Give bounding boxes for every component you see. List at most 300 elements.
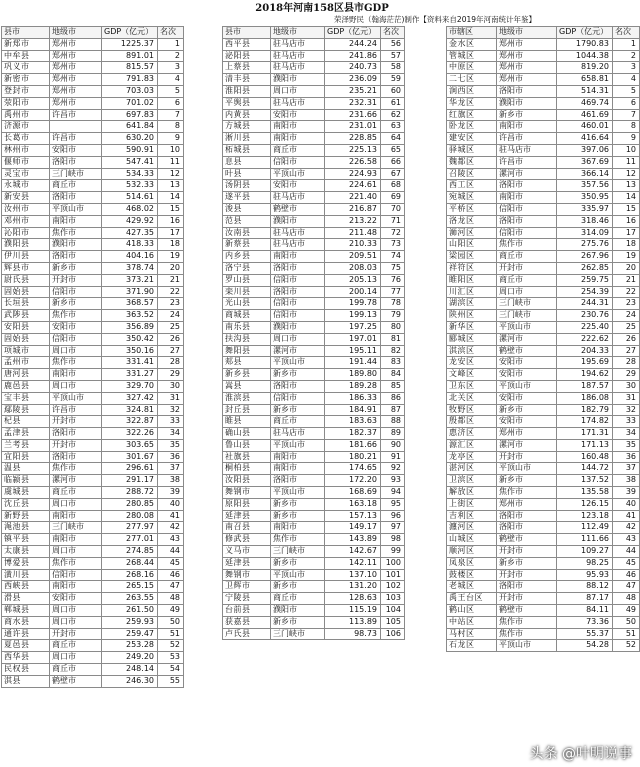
column-header: 名次 <box>613 27 640 39</box>
name-cell: 禹州市 <box>2 109 50 121</box>
column-header: GDP（亿元） <box>102 27 158 39</box>
gdp-cell: 254.39 <box>557 286 613 298</box>
city-cell: 南阳市 <box>50 581 102 593</box>
name-cell: 固始县 <box>2 286 50 298</box>
rank-cell: 52 <box>613 640 640 652</box>
gdp-cell: 397.06 <box>557 144 613 156</box>
city-cell: 信阳市 <box>271 392 325 404</box>
gdp-cell: 1790.83 <box>557 38 613 50</box>
rank-cell: 15 <box>158 203 184 215</box>
watermark-text: 头条 @叶明说事 <box>529 746 632 762</box>
city-cell: 安阳市 <box>497 357 557 369</box>
city-cell: 洛阳市 <box>50 192 102 204</box>
gdp-cell: 135.58 <box>557 487 613 499</box>
name-cell: 邓州市 <box>2 215 50 227</box>
city-cell: 漯河市 <box>497 439 557 451</box>
rank-cell: 95 <box>381 498 405 510</box>
rank-cell: 11 <box>158 156 184 168</box>
rank-cell: 4 <box>613 74 640 86</box>
name-cell: 孟津县 <box>2 428 50 440</box>
table-row <box>2 557 184 569</box>
rank-cell: 2 <box>613 50 640 62</box>
name-cell: 梁园区 <box>447 251 497 263</box>
name-cell: 山阳区 <box>447 239 497 251</box>
rank-cell: 6 <box>613 97 640 109</box>
name-cell: 西华县 <box>2 652 50 664</box>
city-cell: 漯河市 <box>497 333 557 345</box>
city-cell: 郑州市 <box>497 50 557 62</box>
rank-cell: 89 <box>381 428 405 440</box>
rank-cell: 46 <box>613 569 640 581</box>
rank-cell: 93 <box>381 475 405 487</box>
rank-cell: 48 <box>158 593 184 605</box>
table-row <box>447 451 640 463</box>
column-header: 县市 <box>223 27 271 39</box>
table-row <box>2 239 184 251</box>
gdp-cell: 416.64 <box>557 133 613 145</box>
table-row <box>447 133 640 145</box>
table-row <box>2 310 184 322</box>
gdp-cell: 160.48 <box>557 451 613 463</box>
gdp-cell: 331.27 <box>102 369 158 381</box>
name-cell: 获嘉县 <box>223 616 271 628</box>
table-row <box>223 439 405 451</box>
gdp-cell: 1044.38 <box>557 50 613 62</box>
city-cell: 南阳市 <box>271 463 325 475</box>
city-cell: 安阳市 <box>497 369 557 381</box>
name-cell: 新密市 <box>2 74 50 86</box>
name-cell: 殷都区 <box>447 416 497 428</box>
name-cell: 商水县 <box>2 616 50 628</box>
gdp-cell: 303.65 <box>102 439 158 451</box>
gdp-cell: 210.33 <box>325 239 381 251</box>
city-cell: 郑州市 <box>497 428 557 440</box>
rank-cell: 19 <box>613 251 640 263</box>
gdp-cell: 248.14 <box>102 664 158 676</box>
rank-cell: 42 <box>158 522 184 534</box>
rank-cell: 9 <box>158 133 184 145</box>
rank-cell: 87 <box>381 404 405 416</box>
table-row <box>447 428 640 440</box>
table-row <box>2 156 184 168</box>
name-cell: 解放区 <box>447 487 497 499</box>
name-cell: 泌阳县 <box>223 50 271 62</box>
name-cell: 陕州区 <box>447 310 497 322</box>
gdp-cell: 143.89 <box>325 534 381 546</box>
gdp-cell: 111.66 <box>557 534 613 546</box>
rank-cell: 7 <box>613 109 640 121</box>
table-row <box>223 310 405 322</box>
city-cell: 南阳市 <box>271 251 325 263</box>
rank-cell: 34 <box>613 428 640 440</box>
rank-cell: 40 <box>613 498 640 510</box>
gdp-cell: 371.90 <box>102 286 158 298</box>
city-cell: 平顶山市 <box>271 168 325 180</box>
gdp-cell: 137.52 <box>557 475 613 487</box>
table-row <box>223 345 405 357</box>
gdp-cell: 469.74 <box>557 97 613 109</box>
name-cell: 汝南县 <box>223 227 271 239</box>
rank-cell: 41 <box>613 510 640 522</box>
city-cell: 郑州市 <box>50 74 102 86</box>
gdp-cell: 277.01 <box>102 534 158 546</box>
city-cell: 平顶山市 <box>271 357 325 369</box>
rank-cell: 39 <box>158 487 184 499</box>
city-cell: 三门峡市 <box>497 310 557 322</box>
table-row <box>2 640 184 652</box>
city-cell: 新乡市 <box>50 298 102 310</box>
rank-cell: 77 <box>381 286 405 298</box>
table-row <box>2 605 184 617</box>
city-cell: 郑州市 <box>50 97 102 109</box>
rank-cell: 98 <box>381 534 405 546</box>
table-row <box>2 227 184 239</box>
gdp-cell: 701.02 <box>102 97 158 109</box>
city-cell: 洛阳市 <box>271 262 325 274</box>
gdp-cell: 54.28 <box>557 640 613 652</box>
gdp-cell: 630.20 <box>102 133 158 145</box>
table-row <box>223 522 405 534</box>
table-row <box>2 510 184 522</box>
name-cell: 淮阳县 <box>223 85 271 97</box>
table-row <box>447 345 640 357</box>
city-cell: 周口市 <box>50 605 102 617</box>
rank-cell: 52 <box>158 640 184 652</box>
table-row <box>223 569 405 581</box>
city-cell: 开封市 <box>50 416 102 428</box>
city-cell: 焦作市 <box>497 628 557 640</box>
city-cell: 周口市 <box>50 546 102 558</box>
rank-cell: 22 <box>158 286 184 298</box>
table-row <box>223 321 405 333</box>
rank-cell: 37 <box>613 463 640 475</box>
rank-cell: 86 <box>381 392 405 404</box>
city-cell: 平顶山市 <box>497 321 557 333</box>
rank-cell: 17 <box>158 227 184 239</box>
city-cell: 周口市 <box>50 498 102 510</box>
column-header: 地级市 <box>497 27 557 39</box>
city-cell: 驻马店市 <box>271 227 325 239</box>
city-cell: 信阳市 <box>271 274 325 286</box>
city-cell: 开封市 <box>497 569 557 581</box>
city-cell: 南阳市 <box>50 215 102 227</box>
table-row <box>447 109 640 121</box>
rank-cell: 63 <box>381 121 405 133</box>
city-cell: 开封市 <box>497 593 557 605</box>
gdp-cell: 265.15 <box>102 581 158 593</box>
name-cell: 安阳县 <box>2 321 50 333</box>
rank-cell: 65 <box>381 144 405 156</box>
rank-cell: 30 <box>158 380 184 392</box>
table-row <box>2 451 184 463</box>
table-row <box>2 333 184 345</box>
name-cell: 川汇区 <box>447 286 497 298</box>
table-row <box>223 286 405 298</box>
table-row <box>2 180 184 192</box>
table-row <box>447 97 640 109</box>
gdp-cell: 191.44 <box>325 357 381 369</box>
table-row <box>447 522 640 534</box>
rank-cell: 13 <box>613 180 640 192</box>
city-cell: 开封市 <box>50 439 102 451</box>
gdp-cell: 429.92 <box>102 215 158 227</box>
name-cell: 淮滨县 <box>223 392 271 404</box>
rank-cell: 40 <box>158 498 184 510</box>
city-cell: 漯河市 <box>497 168 557 180</box>
table-row <box>223 404 405 416</box>
gdp-cell: 275.76 <box>557 239 613 251</box>
name-cell: 尉氏县 <box>2 274 50 286</box>
city-cell: 新乡市 <box>497 109 557 121</box>
name-cell: 太康县 <box>2 546 50 558</box>
table-row <box>223 74 405 86</box>
gdp-cell: 88.12 <box>557 581 613 593</box>
gdp-cell: 200.14 <box>325 286 381 298</box>
gdp-cell: 246.30 <box>102 675 158 687</box>
city-cell: 南阳市 <box>497 192 557 204</box>
city-cell: 濮阳市 <box>271 605 325 617</box>
table-row <box>447 85 640 97</box>
name-cell: 桐柏县 <box>223 463 271 475</box>
name-cell: 鼓楼区 <box>447 569 497 581</box>
rank-cell: 99 <box>381 546 405 558</box>
rank-cell: 61 <box>381 97 405 109</box>
name-cell: 平桥区 <box>447 203 497 215</box>
rank-cell: 32 <box>158 404 184 416</box>
name-cell: 南乐县 <box>223 321 271 333</box>
name-cell: 修武县 <box>223 534 271 546</box>
city-cell: 平顶山市 <box>50 392 102 404</box>
gdp-cell: 225.13 <box>325 144 381 156</box>
city-cell: 驻马店市 <box>271 38 325 50</box>
gdp-cell: 301.67 <box>102 451 158 463</box>
gdp-cell: 378.74 <box>102 262 158 274</box>
city-cell: 三门峡市 <box>271 546 325 558</box>
city-cell: 郑州市 <box>497 74 557 86</box>
header-row <box>223 27 405 39</box>
rank-cell: 50 <box>158 616 184 628</box>
table-row <box>2 369 184 381</box>
rank-cell: 48 <box>613 593 640 605</box>
city-cell: 商丘市 <box>50 664 102 676</box>
city-cell: 商丘市 <box>271 416 325 428</box>
gdp-cell: 514.31 <box>557 85 613 97</box>
city-cell: 焦作市 <box>50 310 102 322</box>
rank-cell: 23 <box>158 298 184 310</box>
name-cell: 兰考县 <box>2 439 50 451</box>
name-cell: 柘城县 <box>223 144 271 156</box>
rank-cell: 19 <box>158 251 184 263</box>
rank-cell: 47 <box>158 581 184 593</box>
name-cell: 北关区 <box>447 392 497 404</box>
gdp-cell: 322.26 <box>102 428 158 440</box>
rank-cell: 16 <box>158 215 184 227</box>
city-cell: 许昌市 <box>50 404 102 416</box>
table-row <box>2 546 184 558</box>
gdp-cell: 230.76 <box>557 310 613 322</box>
rank-cell: 38 <box>158 475 184 487</box>
table-row <box>223 298 405 310</box>
table-row <box>2 380 184 392</box>
city-cell: 商丘市 <box>497 251 557 263</box>
gdp-cell: 197.01 <box>325 333 381 345</box>
table-row <box>447 192 640 204</box>
city-cell: 洛阳市 <box>50 156 102 168</box>
table-row <box>447 239 640 251</box>
table-row <box>2 286 184 298</box>
city-cell: 洛阳市 <box>497 180 557 192</box>
table-row <box>223 392 405 404</box>
rank-cell: 27 <box>158 345 184 357</box>
gdp-cell: 1225.37 <box>102 38 158 50</box>
rank-cell: 57 <box>381 50 405 62</box>
name-cell: 惠济区 <box>447 428 497 440</box>
name-cell: 宜阳县 <box>2 451 50 463</box>
column-header: 地级市 <box>271 27 325 39</box>
rank-cell: 1 <box>158 38 184 50</box>
city-cell: 南阳市 <box>271 121 325 133</box>
table-row <box>2 675 184 687</box>
rank-cell: 10 <box>613 144 640 156</box>
city-cell: 郑州市 <box>50 50 102 62</box>
table-row <box>447 546 640 558</box>
gdp-cell: 144.72 <box>557 463 613 475</box>
name-cell: 卫滨区 <box>447 475 497 487</box>
table-row <box>447 321 640 333</box>
gdp-cell: 791.83 <box>102 74 158 86</box>
gdp-cell: 350.16 <box>102 345 158 357</box>
table-row <box>223 534 405 546</box>
city-cell: 鹤壁市 <box>497 345 557 357</box>
gdp-cell: 350.95 <box>557 192 613 204</box>
table-row <box>223 38 405 50</box>
rank-cell: 44 <box>158 546 184 558</box>
table-row <box>2 534 184 546</box>
name-cell: 确山县 <box>223 428 271 440</box>
name-cell: 文峰区 <box>447 369 497 381</box>
city-cell: 许昌市 <box>50 109 102 121</box>
name-cell: 通许县 <box>2 628 50 640</box>
table-row <box>223 428 405 440</box>
rank-cell: 66 <box>381 156 405 168</box>
name-cell: 二七区 <box>447 74 497 86</box>
gdp-cell: 280.08 <box>102 510 158 522</box>
table-row <box>223 227 405 239</box>
table-row <box>2 522 184 534</box>
table-row <box>2 144 184 156</box>
rank-cell: 74 <box>381 251 405 263</box>
table-row <box>2 428 184 440</box>
city-cell: 新乡市 <box>271 616 325 628</box>
city-cell: 焦作市 <box>271 534 325 546</box>
city-cell: 平顶山市 <box>50 203 102 215</box>
rank-cell: 83 <box>381 357 405 369</box>
table-row <box>447 262 640 274</box>
table-row <box>2 168 184 180</box>
rank-cell: 13 <box>158 180 184 192</box>
name-cell: 渑池县 <box>2 522 50 534</box>
rank-cell: 20 <box>158 262 184 274</box>
name-cell: 驿城区 <box>447 144 497 156</box>
rank-cell: 27 <box>613 345 640 357</box>
city-cell: 驻马店市 <box>271 192 325 204</box>
name-cell: 淇滨区 <box>447 345 497 357</box>
gdp-cell: 468.02 <box>102 203 158 215</box>
city-cell: 新乡市 <box>271 510 325 522</box>
rank-cell: 31 <box>613 392 640 404</box>
city-cell: 郑州市 <box>50 85 102 97</box>
gdp-cell: 274.85 <box>102 546 158 558</box>
rank-cell: 25 <box>613 321 640 333</box>
city-cell: 南阳市 <box>271 451 325 463</box>
gdp-cell: 697.83 <box>102 109 158 121</box>
rank-cell: 38 <box>613 475 640 487</box>
city-cell: 信阳市 <box>50 286 102 298</box>
gdp-cell: 418.33 <box>102 239 158 251</box>
name-cell: 义马市 <box>223 546 271 558</box>
table-row <box>223 628 405 640</box>
name-cell: 浚县 <box>223 203 271 215</box>
table-row <box>223 498 405 510</box>
name-cell: 南召县 <box>223 522 271 534</box>
city-cell: 安阳市 <box>271 109 325 121</box>
table-row <box>223 463 405 475</box>
table-row <box>447 50 640 62</box>
name-cell: 武陟县 <box>2 310 50 322</box>
city-cell: 洛阳市 <box>50 451 102 463</box>
gdp-cell: 324.81 <box>102 404 158 416</box>
name-cell: 临颍县 <box>2 475 50 487</box>
rank-cell: 104 <box>381 605 405 617</box>
city-cell: 焦作市 <box>50 463 102 475</box>
rank-cell: 46 <box>158 569 184 581</box>
name-cell: 金水区 <box>447 38 497 50</box>
name-cell: 石龙区 <box>447 640 497 652</box>
table-row <box>2 121 184 133</box>
table-row <box>2 74 184 86</box>
rank-cell: 7 <box>158 109 184 121</box>
gdp-cell: 327.42 <box>102 392 158 404</box>
table-row <box>223 215 405 227</box>
table-row <box>2 50 184 62</box>
rank-cell: 68 <box>381 180 405 192</box>
gdp-cell: 368.57 <box>102 298 158 310</box>
name-cell: 鄢陵县 <box>2 404 50 416</box>
table-row <box>447 121 640 133</box>
city-cell: 开封市 <box>497 262 557 274</box>
rank-cell: 53 <box>158 652 184 664</box>
table-row <box>223 156 405 168</box>
gdp-cell: 461.69 <box>557 109 613 121</box>
city-cell: 许昌市 <box>50 133 102 145</box>
name-cell: 郸城县 <box>2 605 50 617</box>
rank-cell: 56 <box>381 38 405 50</box>
name-cell: 卧龙区 <box>447 121 497 133</box>
column-header: GDP（亿元） <box>557 27 613 39</box>
city-cell: 南阳市 <box>50 534 102 546</box>
city-cell: 新乡市 <box>271 404 325 416</box>
table-row <box>223 168 405 180</box>
rank-cell: 10 <box>158 144 184 156</box>
rank-cell: 28 <box>613 357 640 369</box>
gdp-cell: 184.91 <box>325 404 381 416</box>
gdp-cell: 204.33 <box>557 345 613 357</box>
rank-cell: 25 <box>158 321 184 333</box>
gdp-cell: 277.97 <box>102 522 158 534</box>
column-header: 名次 <box>158 27 184 39</box>
city-cell: 平顶山市 <box>497 640 557 652</box>
gdp-cell: 268.16 <box>102 569 158 581</box>
